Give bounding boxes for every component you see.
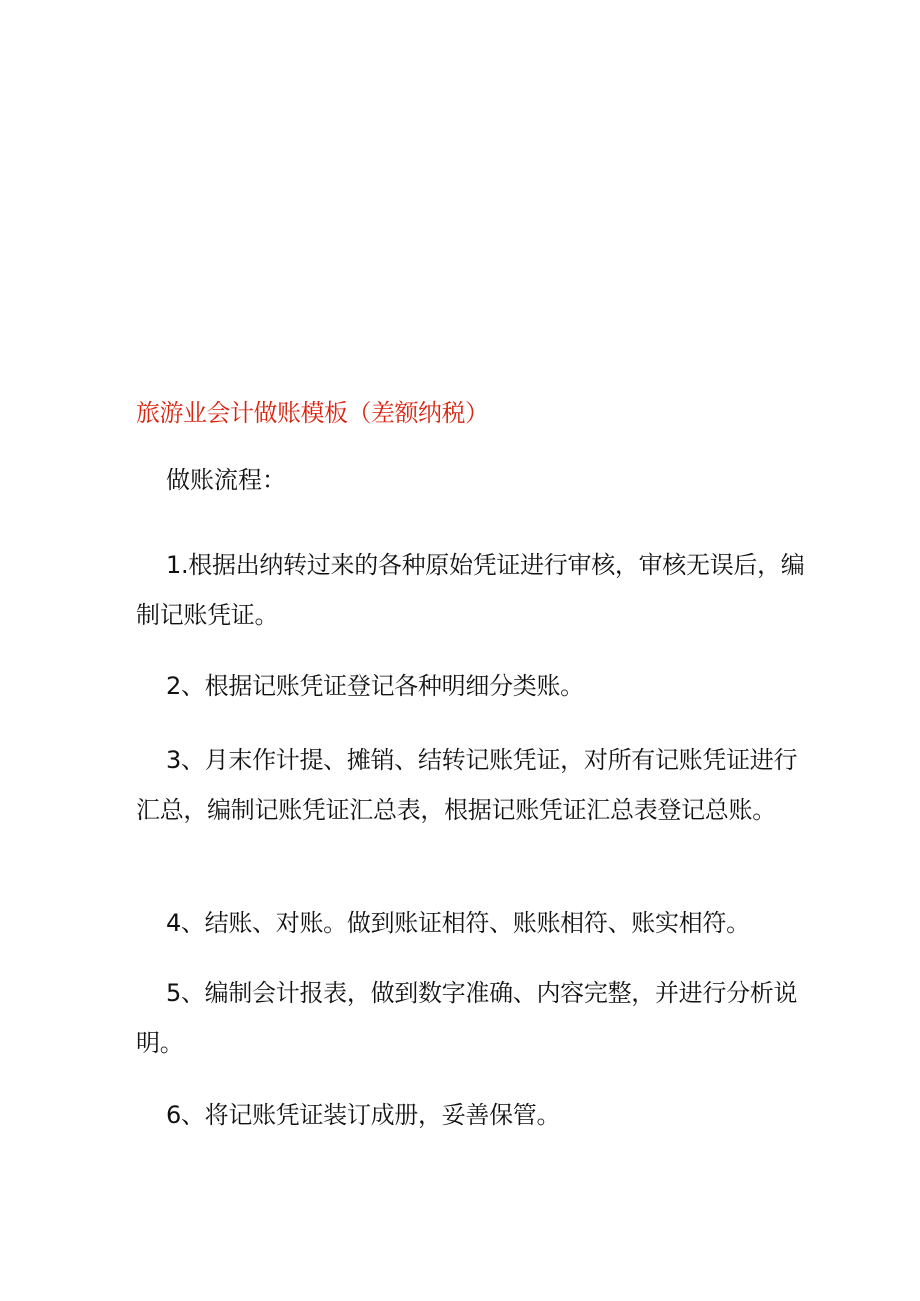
step-6-paragraph: 6、将记账凭证装订成册，妥善保管。 [166, 1101, 561, 1129]
step-3-paragraph: 3、月末作计提、摊销、结转记账凭证，对所有记账凭证进行汇总，编制记账凭证汇总表，根据记账凭证汇总表登记总账。 [136, 746, 798, 824]
document-title: 旅游业会计做账模板（差额纳税） [136, 399, 489, 427]
step-2-paragraph: 2、根据记账凭证登记各种明细分类账。 [166, 672, 584, 700]
step-4-paragraph: 4、结账、对账。做到账证相符、账账相符、账实相符。 [166, 909, 750, 937]
step-5-paragraph: 5、编制会计报表，做到数字准确、内容完整，并进行分析说明。 [136, 979, 798, 1057]
step-1-paragraph: 1.根据出纳转过来的各种原始凭证进行审核，审核无误后，编制记账凭证。 [136, 551, 805, 629]
process-heading: 做账流程： [166, 466, 286, 494]
